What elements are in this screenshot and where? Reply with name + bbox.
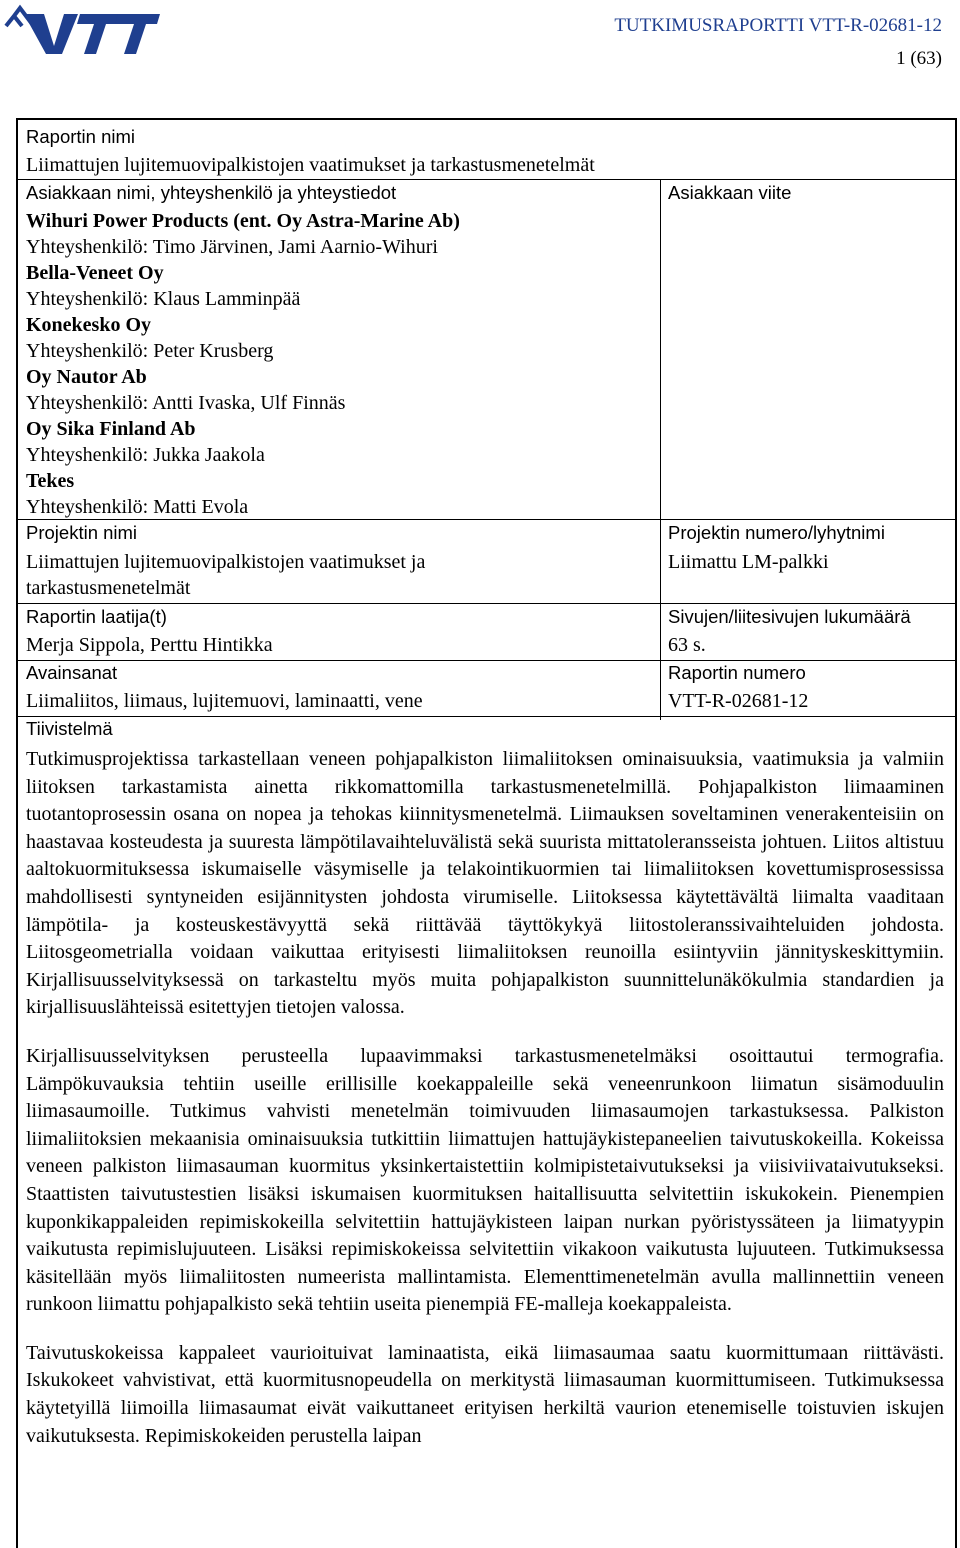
client-ref-label: Asiakkaan viite [668,182,792,203]
report-number-label: Raportin numero [668,662,806,683]
keywords: Liimaliitos, liimaus, lujitemuovi, laminaatti, vene [26,690,423,712]
report-info-table [16,118,957,1548]
abstract-body [26,746,944,1450]
project-name-label: Projektin nimi [26,522,138,543]
client-name: Oy Sika Finland Ab [26,418,196,440]
vtt-logo [4,4,164,56]
client-contact: Yhteyshenkilö: Antti Ivaska, Ulf Finnäs [26,392,346,414]
client-name: Wihuri Power Products (ent. Oy Astra-Marine Ab) [26,210,460,232]
project-name-line2: tarkastusmenetelmät [26,577,191,599]
report-name-label: Raportin nimi [26,126,135,147]
abstract-paragraph: Taivutuskokeissa kappaleet vaurioituivat laminaatista, eikä liimasaumaa saatu kuormittumaan riittävästi. Iskukokeet vahvistivat, että kuormitusnopeudella on merkitystä liimasauman kuormittumiseen. Tutkimuksessa käytetyillä liimoilla liimasaumat eivät vaikuttaneet erityisen herkiltä vaurion etenemiselle toistuvien iskujen vaikutuksesta. Repimiskokeiden perustella laipan [26,1341,944,1447]
page-number: 1 (63) [896,48,942,69]
keywords-label: Avainsanat [26,662,118,683]
client-name: Bella-Veneet Oy [26,262,164,284]
client-contact: Yhteyshenkilö: Matti Evola [26,496,249,518]
client-label: Asiakkaan nimi, yhteyshenkilö ja yhteystiedot [26,182,397,203]
logo-text: VTT [4,4,6,5]
client-name: Tekes [26,470,75,492]
report-id-header: TUTKIMUSRAPORTTI VTT-R-02681-12 [614,15,942,36]
client-contact: Yhteyshenkilö: Jukka Jaakola [26,444,265,466]
authors: Merja Sippola, Perttu Hintikka [26,634,273,656]
project-number-label: Projektin numero/lyhytnimi [668,522,885,543]
client-contact: Yhteyshenkilö: Timo Järvinen, Jami Aarnio-Wihuri [26,236,438,258]
authors-label: Raportin laatija(t) [26,606,167,627]
report-name: Liimattujen lujitemuovipalkistojen vaatimukset ja tarkastusmenetelmät [26,154,595,176]
client-name: Konekesko Oy [26,314,152,336]
client-contact: Yhteyshenkilö: Klaus Lamminpää [26,288,301,310]
project-name-line1: Liimattujen lujitemuovipalkistojen vaatimukset ja [26,551,426,573]
abstract-paragraph: Tutkimusprojektissa tarkastellaan veneen pohjapalkiston liimaliitoksen ominaisuuksia, vaatimuksia ja valmiin liitoksen tarkastamista ainetta rikkomattomilla tarkastusmenetelmillä. Pohjapalkiston liimaaminen tuotantoprosessin osana on nopea ja tehokas kiinnitysmenetelmä. Liimauksen soveltaminen venerakenteisiin on haastavaa kosteudesta ja suuresta lämpötilavaihteluvälistä sekä suurista mittatoleransseista johtuen. Liitos altistuu aaltokuormituksessa iskumaiselle väsymiselle ja telakointikuormien tai liimaliitoksen kovettumisprosessissa mahdollisesti syntyneiden esijännitysten johdosta virumiselle. Liitoksessa käytettävältä liimalta vaaditaan lämpötila- ja kosteuskestävyyttä sekä riittävää täyttökykyä liitostoleranssivaihteluiden johdosta. Liitosgeometrialla voidaan vaikuttaa erityisesti liimaliitoksen reunoilla esiintyviin jännityskeskittymiin. Kirjallisuusselvityksessä on tarkasteltu myös muita pohjapalkiston suunnittelunäkökulmia standardien ja kirjallisuuslähteissä esitettyjen tietojen valossa. [26,748,944,1019]
abstract-label: Tiivistelmä [26,718,113,739]
project-number: Liimattu LM-palkki [668,551,829,573]
report-number: VTT-R-02681-12 [668,690,809,712]
client-contact: Yhteyshenkilö: Peter Krusberg [26,340,274,362]
abstract-paragraph: Kirjallisuusselvityksen perusteella lupaavimmaksi tarkastusmenetelmäksi osoittautui termografia. Lämpökuvauksia tehtiin useille erillisille koekappaleille sekä veneenrunkoon liimatun sisämoduulin liimasaumoille. Tutkimus vahvisti menetelmän toimivuuden liimasaumojen tarkastuksessa. Palkiston liimaliitoksien mekaanisia ominaisuuksia tutkittiin liimattujen hattujäykistepaneelien taivutuskokeilla. Kokeissa veneen palkiston liimasauman kuormitus yksinkertaistettiin kolmipistetaivutukseksi ja viisiviivataivutukseksi. Staattisten taivutustestien lisäksi iskumaisen kuormituksen haitallisuutta selvitettiin iskukokein. Pienempien kuponkikappaleiden repimiskokeilla selvitettiin hattujäykisteen laipan nurkan pyöristyssäteen ja liimatyypin vaikutusta repimislujuuteen. Lisäksi repimiskokeissa selvitettiin vikakoon vaikutusta lujuuteen. Tutkimuksessa käsitellään myös liimaliitosten numeerista mallintamista. Elementtimenetelmän avulla mallinnettiin veneen runkoon liimattu pohjapalkisto sekä tehtiin useita pienempiä FE-malleja koekappaleista. [26,1044,944,1316]
pages-label: Sivujen/liitesivujen lukumäärä [668,606,911,627]
client-name: Oy Nautor Ab [26,366,147,388]
page-count: 63 s. [668,634,706,656]
